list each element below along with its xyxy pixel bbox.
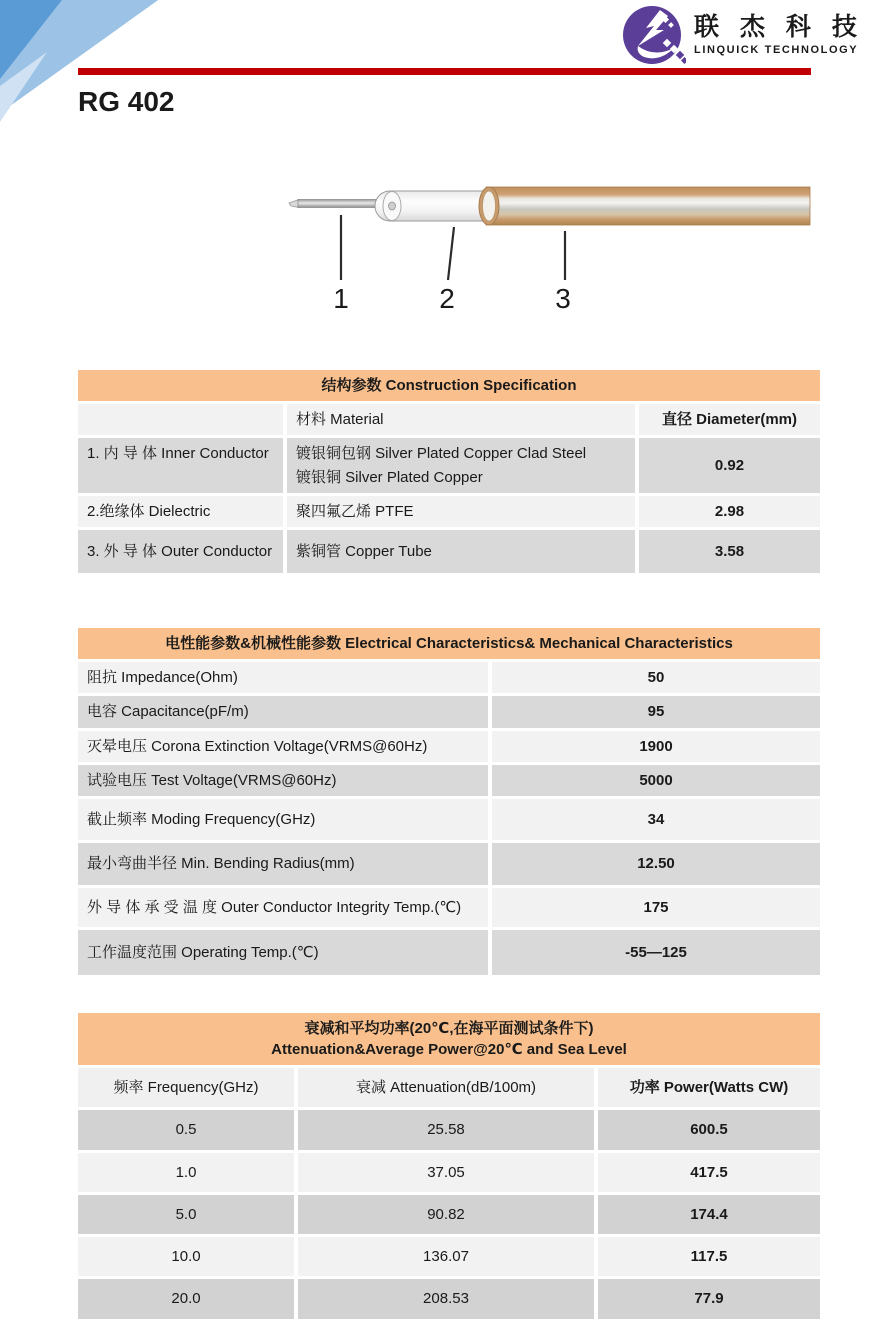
part-label-1: 1 [333, 283, 349, 314]
electrical-label: 工作温度范围 Operating Temp.(℃) [78, 930, 488, 975]
construction-material: 聚四氟乙烯 PTFE [287, 496, 635, 527]
construction-header-diameter: 直径 Diameter(mm) [639, 404, 820, 435]
page-title: RG 402 [78, 86, 175, 117]
construction-diameter: 3.58 [639, 530, 820, 573]
construction-diameter: 0.92 [639, 438, 820, 493]
electrical-label: 电容 Capacitance(pF/m) [78, 696, 488, 727]
dielectric-graphic [375, 191, 486, 221]
logo-icon [616, 4, 686, 66]
construction-material [287, 438, 635, 493]
attenuation-freq: 0.5 [78, 1110, 294, 1149]
electrical-label: 灭晕电压 Corona Extinction Voltage(VRMS@60Hz) [78, 731, 488, 762]
attenuation-atten: 90.82 [298, 1195, 594, 1234]
material-line: 镀银铜包钢 Silver Plated Copper Clad Steel [296, 445, 587, 463]
header-divider [78, 68, 811, 75]
construction-corner-cell [78, 404, 283, 435]
construction-table-title: 结构参数 Construction Specification [78, 370, 820, 401]
attenuation-power: 417.5 [598, 1153, 820, 1192]
attenuation-freq: 1.0 [78, 1153, 294, 1192]
electrical-value: 5000 [492, 765, 820, 796]
attenuation-table [78, 1013, 820, 1319]
construction-header-material: 材料 Material [287, 404, 635, 435]
attenuation-power: 117.5 [598, 1237, 820, 1276]
construction-component-text: 1. 内 导 体 Inner Conductor [87, 445, 269, 463]
construction-material: 紫铜管 Copper Tube [287, 530, 635, 573]
part-label-3: 3 [555, 283, 571, 314]
electrical-label: 最小弯曲半径 Min. Bending Radius(mm) [78, 843, 488, 884]
construction-component [78, 530, 283, 573]
construction-component: 2.绝缘体 Dielectric [78, 496, 283, 527]
company-name-cn: 联 杰 科 技 [694, 13, 864, 42]
attenuation-header-attenuation: 衰减 Attenuation(dB/100m) [298, 1068, 594, 1107]
outer-conductor-graphic [479, 187, 810, 225]
material-line: 镀银铜 Silver Plated Copper [296, 468, 483, 486]
cable-diagram [0, 175, 895, 315]
attenuation-header-power: 功率 Power(Watts CW) [598, 1068, 820, 1107]
attenuation-freq: 5.0 [78, 1195, 294, 1234]
electrical-label: 截止频率 Moding Frequency(GHz) [78, 799, 488, 840]
electrical-label: 阻抗 Impedance(Ohm) [78, 662, 488, 693]
attenuation-atten: 136.07 [298, 1237, 594, 1276]
attenuation-atten: 37.05 [298, 1153, 594, 1192]
electrical-value: 1900 [492, 731, 820, 762]
electrical-label: 试验电压 Test Voltage(VRMS@60Hz) [78, 765, 488, 796]
attenuation-freq: 20.0 [78, 1279, 294, 1318]
attenuation-power: 174.4 [598, 1195, 820, 1234]
attenuation-power: 77.9 [598, 1279, 820, 1318]
attenuation-power: 600.5 [598, 1110, 820, 1149]
electrical-value: 95 [492, 696, 820, 727]
construction-component-text: 3. 外 导 体 Outer Conductor [87, 543, 273, 560]
electrical-value: -55—125 [492, 930, 820, 975]
electrical-value: 12.50 [492, 843, 820, 884]
attenuation-table-title [78, 1013, 820, 1065]
company-name-en: LINQUICK TECHNOLOGY [694, 43, 859, 56]
electrical-label [78, 888, 488, 927]
logo-text [694, 14, 864, 56]
attenuation-atten: 208.53 [298, 1279, 594, 1318]
construction-table [78, 370, 820, 573]
attenuation-title-en: Attenuation&Average Power@20℃ and Sea Level [271, 1041, 627, 1058]
electrical-value: 34 [492, 799, 820, 840]
attenuation-atten: 25.58 [298, 1110, 594, 1149]
leader-line-2 [448, 227, 454, 280]
attenuation-title-cn: 衰减和平均功率(20℃,在海平面测试条件下) [304, 1020, 594, 1037]
electrical-table-title: 电性能参数&机械性能参数 Electrical Characteristics& Mechanical Characteristics [78, 628, 820, 659]
attenuation-freq: 10.0 [78, 1237, 294, 1276]
electrical-label-text: 外 导 体 承 受 温 度 Outer Conductor Integrity Temp.(℃) [87, 898, 462, 916]
electrical-value: 175 [492, 888, 820, 927]
construction-component [78, 438, 283, 493]
electrical-value: 50 [492, 662, 820, 693]
company-logo [616, 4, 864, 66]
attenuation-header-frequency: 频率 Frequency(GHz) [78, 1068, 294, 1107]
electrical-table [78, 628, 820, 975]
construction-diameter: 2.98 [639, 496, 820, 527]
part-label-2: 2 [439, 283, 455, 314]
